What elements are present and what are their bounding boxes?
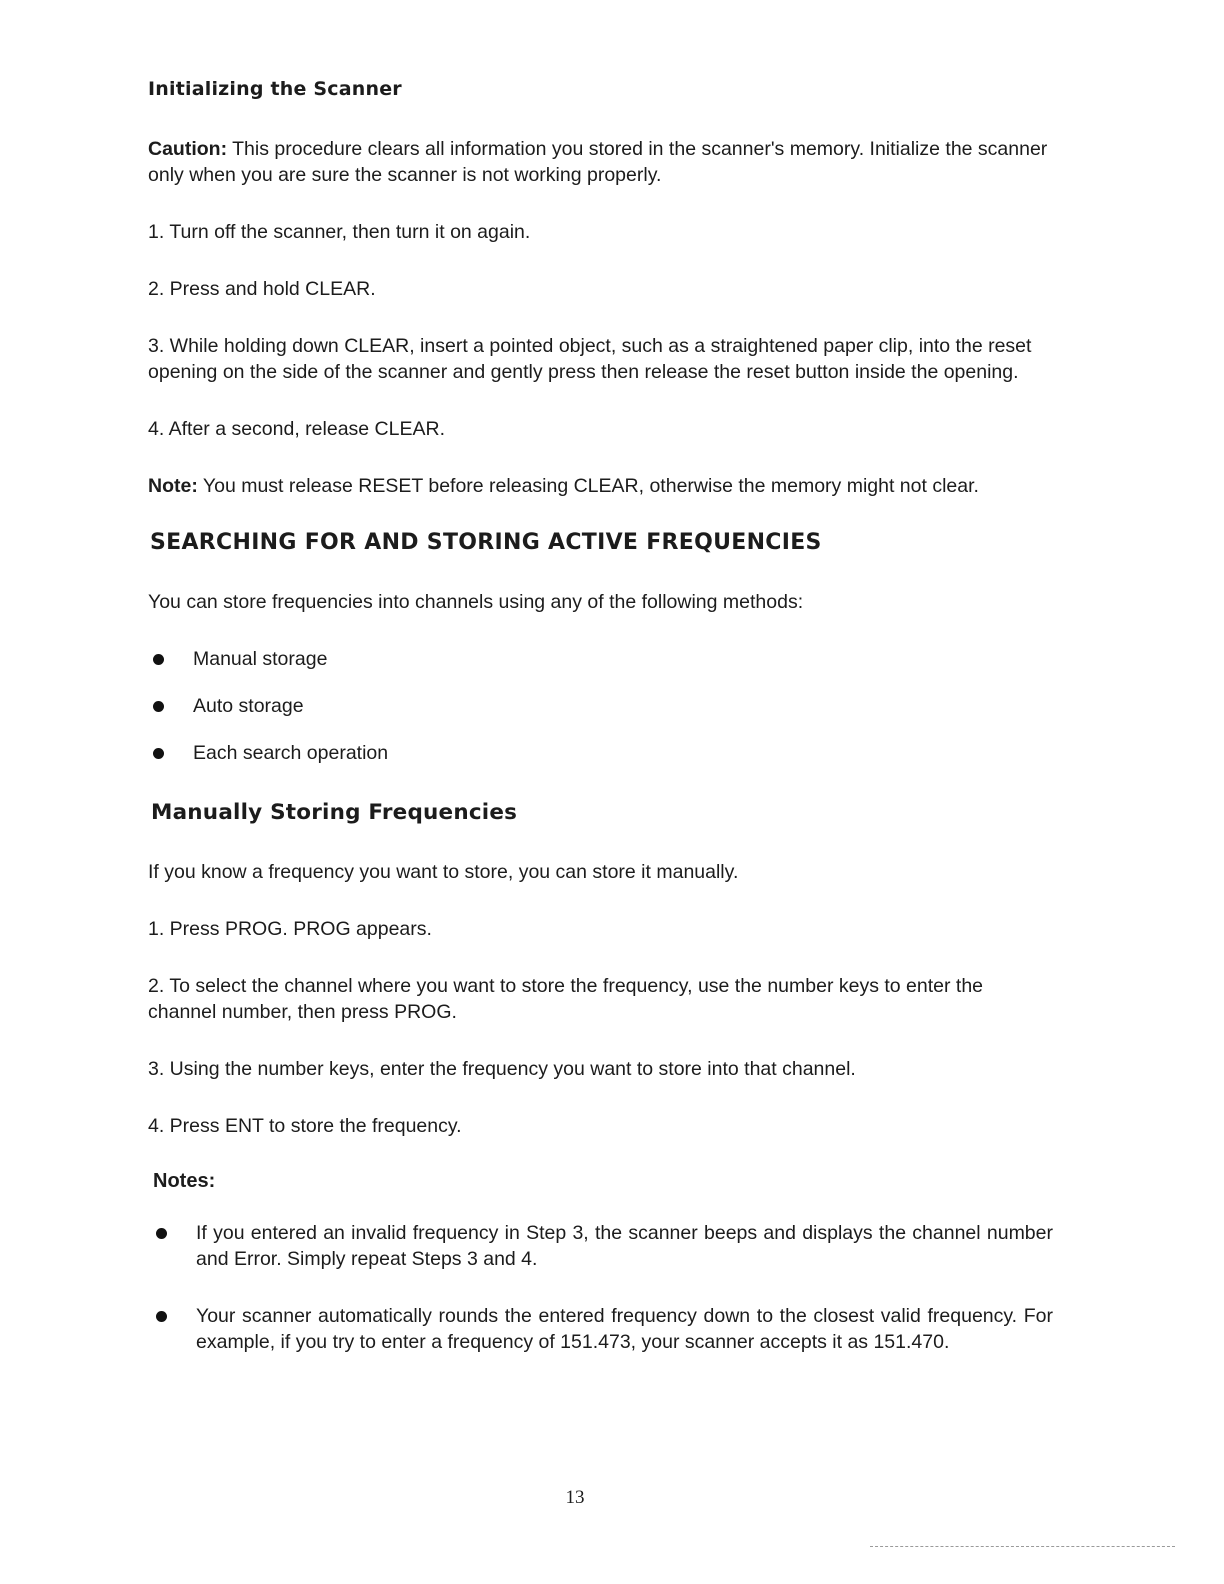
note-item-text: If you entered an invalid frequency in Step 3, the scanner beeps and displays the channel number and Error. Simply repeat Steps 3 and 4. [196, 1222, 1053, 1270]
bullet-icon [156, 1228, 167, 1239]
manual-step-3: 3. Using the number keys, enter the frequency you want to store into that channel. [148, 1058, 856, 1080]
scan-artifact-divider [870, 1546, 1175, 1547]
manual-intro: If you know a frequency you want to store, you can store it manually. [148, 861, 739, 883]
method-label: Auto storage [193, 695, 304, 717]
manual-step-2: 2. To select the channel where you want to store the frequency, use the number keys to enter the channel number, then press PROG. [148, 975, 984, 1023]
note-text: You must release RESET before releasing CLEAR, otherwise the memory might not clear. [197, 475, 979, 497]
note-label: Note: [148, 475, 198, 497]
caution-text: This procedure clears all information you stored in the scanner's memory. Initialize the scanner only when you are sure the scanner is not working properly. [148, 138, 1048, 186]
list-item [148, 1303, 1053, 1355]
init-step-3: 3. While holding down CLEAR, insert a pointed object, such as a straightened paper clip, into the reset opening on the side of the scanner and gently press then release the reset button inside the opening. [148, 335, 1032, 383]
bullet-icon [153, 701, 164, 712]
init-step-1: 1. Turn off the scanner, then turn it on again. [148, 221, 531, 243]
method-label: Manual storage [193, 648, 328, 670]
manual-page [148, 78, 1053, 1386]
section-heading-searching: SEARCHING FOR AND STORING ACTIVE FREQUENCIES [150, 530, 822, 555]
bullet-icon [153, 654, 164, 665]
method-label: Each search operation [193, 742, 389, 764]
list-item [148, 1220, 1053, 1272]
bullet-icon [156, 1311, 167, 1322]
manual-step-1: 1. Press PROG. PROG appears. [148, 918, 432, 940]
section-heading-manual-storing: Manually Storing Frequencies [151, 800, 518, 825]
bullet-icon [153, 748, 164, 759]
caution-paragraph [148, 136, 1053, 188]
notes-list [148, 1220, 1053, 1355]
note-item-text: Your scanner automatically rounds the entered frequency down to the closest valid frequency. For example, if you try to enter a frequency of 151.473, your scanner accepts it as 151.470. [196, 1305, 1053, 1353]
manual-step-4: 4. Press ENT to store the frequency. [148, 1115, 462, 1137]
caution-label: Caution: [148, 138, 228, 160]
list-item [148, 693, 1053, 719]
page-number: 13 [565, 1487, 585, 1508]
notes-heading: Notes: [153, 1170, 216, 1192]
list-item [148, 646, 1053, 672]
list-item [148, 740, 1053, 766]
note-paragraph [148, 473, 1053, 499]
section-heading-initializing: Initializing the Scanner [148, 78, 402, 100]
methods-intro: You can store frequencies into channels using any of the following methods: [148, 591, 804, 613]
methods-list [148, 646, 1053, 766]
init-step-2: 2. Press and hold CLEAR. [148, 278, 376, 300]
init-step-4: 4. After a second, release CLEAR. [148, 418, 445, 440]
